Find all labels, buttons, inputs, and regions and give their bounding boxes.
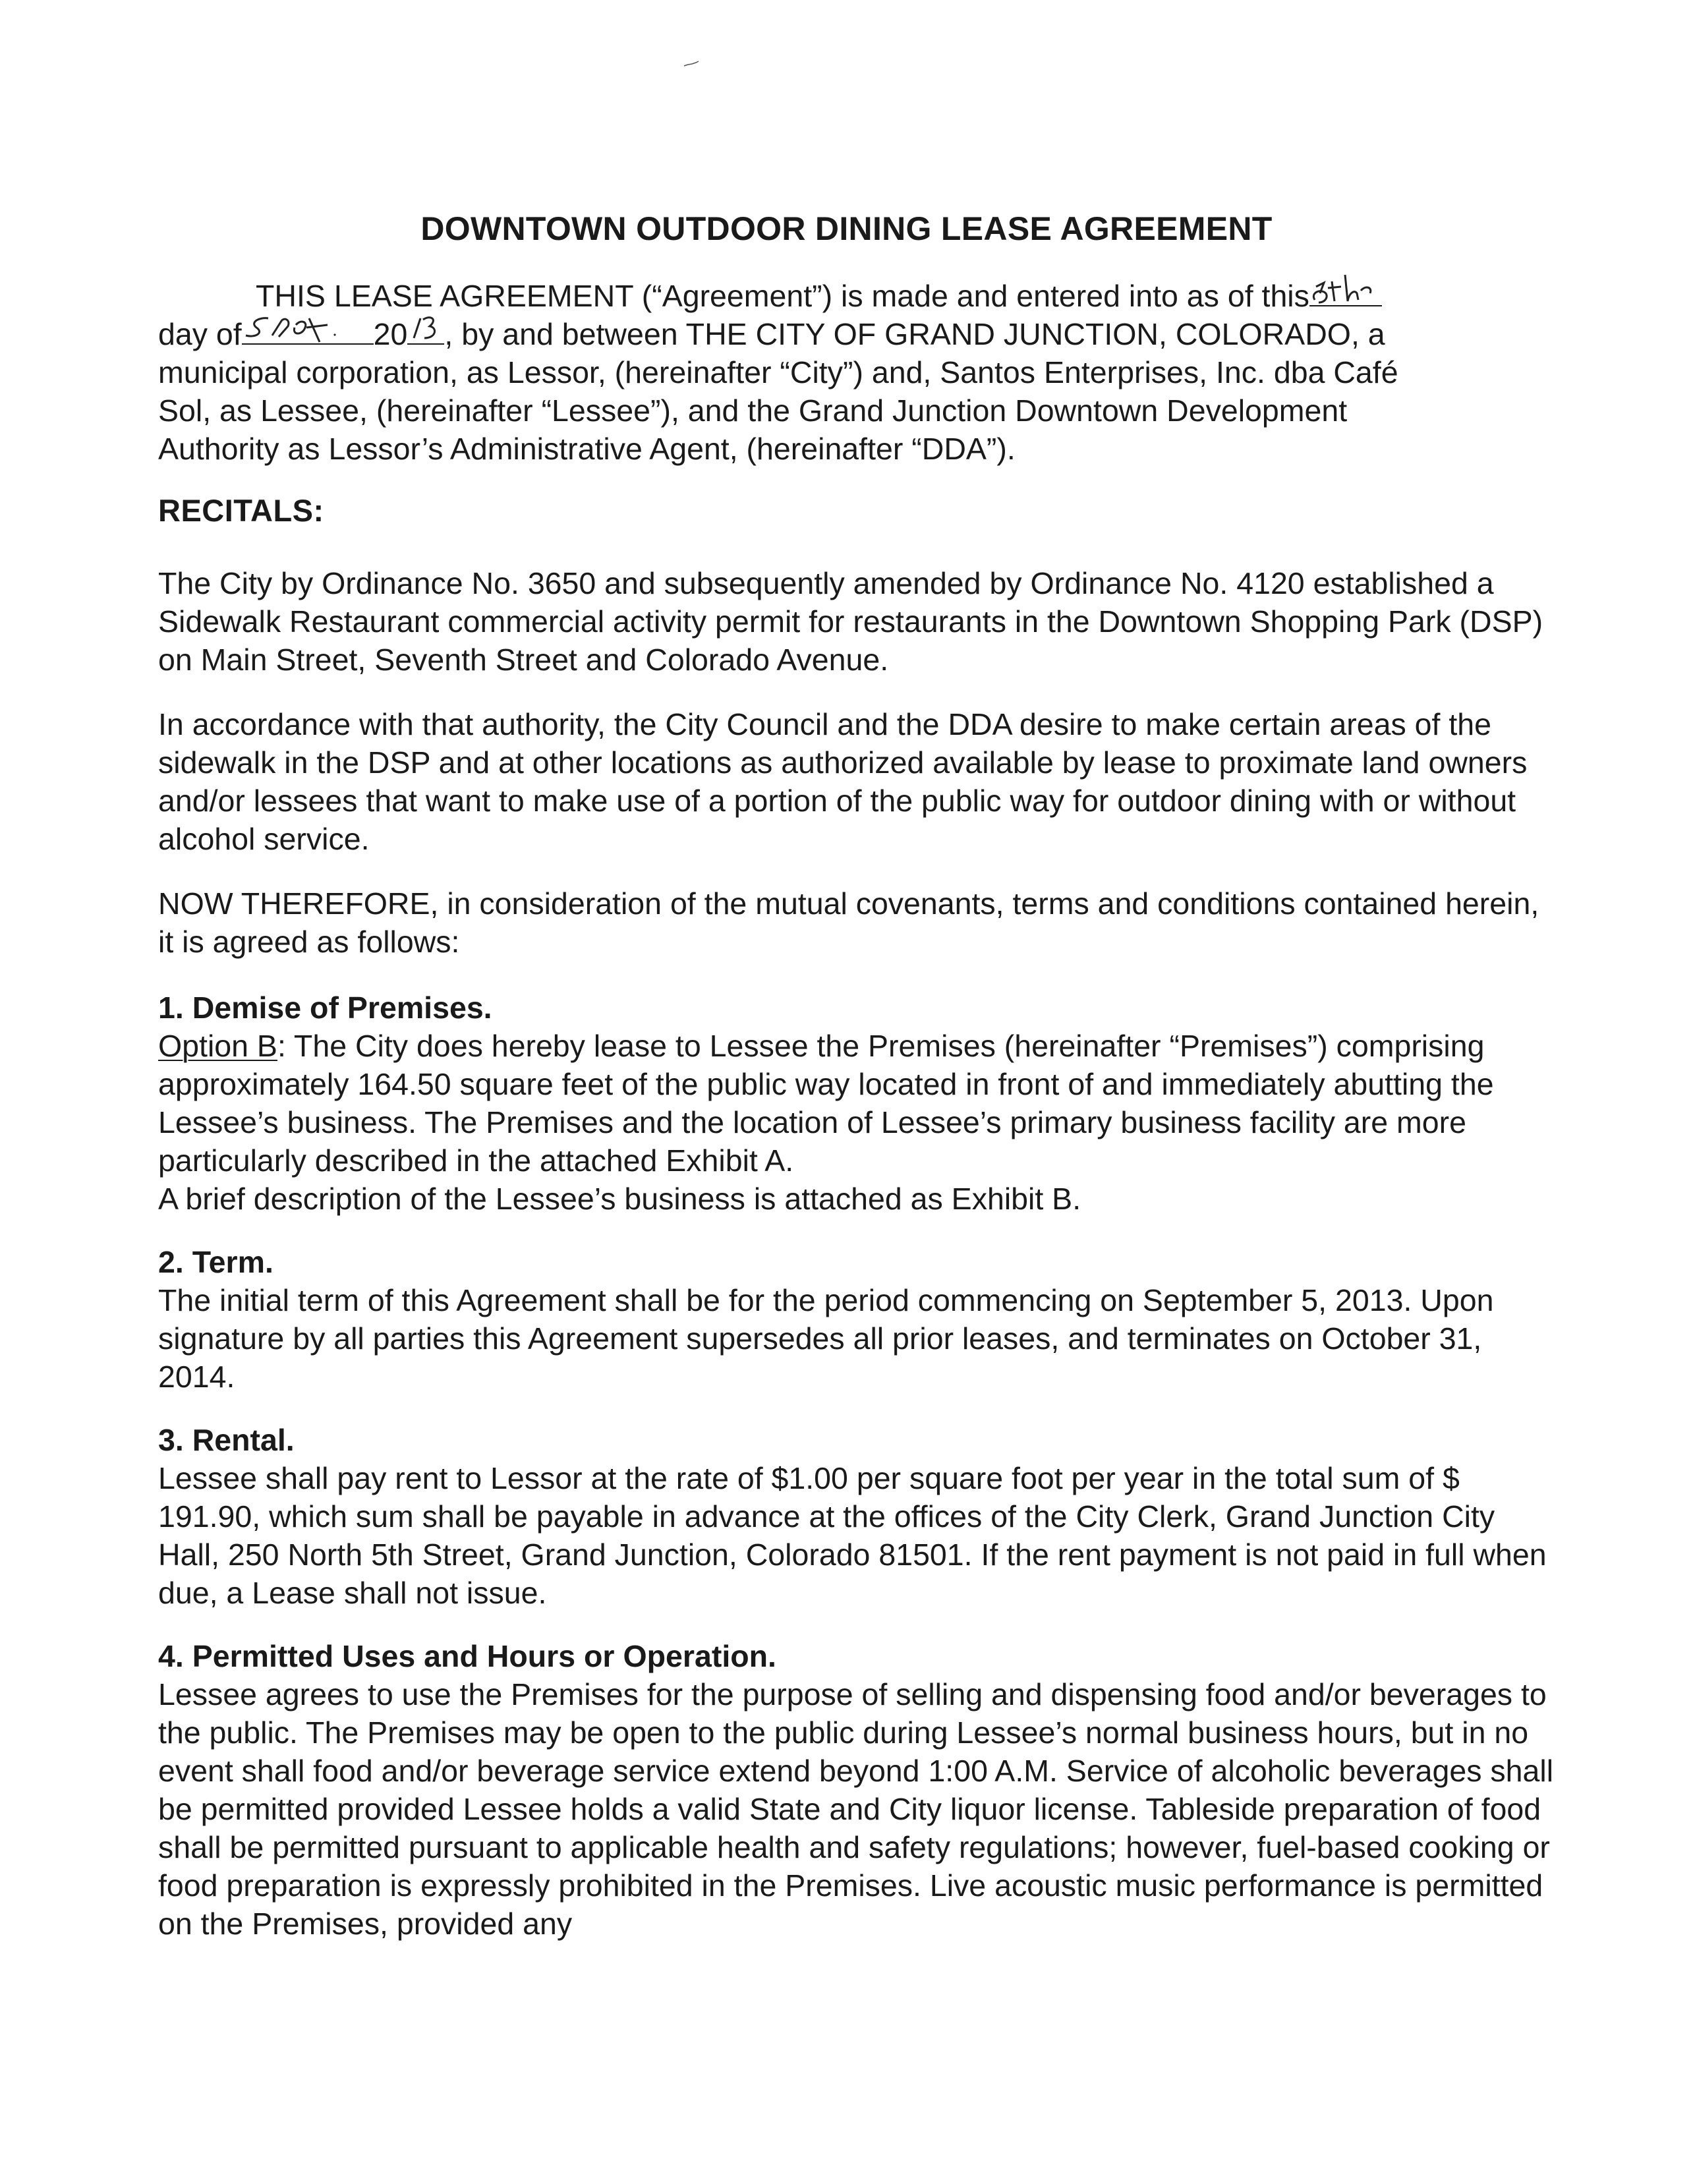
intro-line-1-text: THIS LEASE AGREEMENT (“Agreement”) is made and entered into as of this: [256, 279, 1309, 313]
section-1-demise: [158, 989, 1555, 1218]
intro-line-4: Sol, as Lessee, (hereinafter “Lessee”), and the Grand Junction Downtown Development: [158, 393, 1348, 428]
section-1-body: [158, 1027, 1555, 1180]
section-4-title: 4. Permitted Uses and Hours or Operation.: [158, 1639, 776, 1673]
handwritten-day-ink: [1309, 267, 1389, 309]
handwritten-month-field: [242, 343, 374, 345]
intro-paragraph: [158, 277, 1555, 468]
handwritten-year-ink: [407, 305, 447, 347]
intro-line-2-text: , by and between THE CITY OF GRAND JUNCTION, COLORADO, a: [444, 317, 1385, 351]
document-body: [158, 277, 1555, 1943]
section-3-rental: [158, 1421, 1555, 1612]
section-1-option-label: Option B: [158, 1029, 277, 1063]
section-1-body-text: : The City does hereby lease to Lessee the Premises (hereinafter “Premises”) comprising approximately 164.50 square feet of the public way located in front of and immediately abutting the Lessee’s business. The Premises and the location of Lessee’s primary business facility are more particularly described in the attached Exhibit A.: [158, 1029, 1494, 1178]
intro-line-2: [158, 315, 1555, 353]
scan-speck: [683, 61, 700, 67]
section-2-body: The initial term of this Agreement shall be for the period commencing on September 5, 2013. Upon signature by all parties this Agreement supersedes all prior leases, and terminates on October 31, 2014.: [158, 1283, 1494, 1394]
handwritten-day-field: [1309, 305, 1382, 306]
section-2-title: 2. Term.: [158, 1245, 273, 1279]
intro-line-5: Authority as Lessor’s Administrative Agent, (hereinafter “DDA”).: [158, 432, 1016, 466]
recitals-heading: RECITALS:: [158, 493, 324, 528]
document-title: DOWNTOWN OUTDOOR DINING LEASE AGREEMENT: [420, 210, 1273, 247]
recital-paragraph-1: The City by Ordinance No. 3650 and subsequently amended by Ordinance No. 4120 established a Sidewalk Restaurant commercial activity permit for restaurants in the Downtown Shopping Park (DSP) on Main Street, Seventh Street and Colorado Avenue.: [158, 566, 1543, 677]
handwritten-month-ink: [242, 305, 380, 347]
intro-line-3: municipal corporation, as Lessor, (hereinafter “City”) and, Santos Enterprises, Inc. dba Café: [158, 355, 1398, 389]
recital-paragraph-2: In accordance with that authority, the City Council and the DDA desire to make certain areas of the sidewalk in the DSP and at other locations as authorized available by lease to proximate land owners and/or lessees that want to make use of a portion of the public way for outdoor dining with or without alcohol service.: [158, 707, 1528, 856]
handwritten-year-field: [407, 343, 444, 345]
section-2-term: [158, 1243, 1555, 1396]
section-1-body-2: A brief description of the Lessee’s business is attached as Exhibit B.: [158, 1182, 1081, 1216]
section-4-body: Lessee agrees to use the Premises for the purpose of selling and dispensing food and/or beverages to the public. The Premises may be open to the public during Lessee’s normal business hours, but in no event shall food and/or beverage service extend beyond 1:00 A.M. Service of alcoholic beverages shall be permitted provided Lessee holds a valid State and City liquor license. Tableside preparation of food shall be permitted pursuant to applicable health and safety regulations; however, fuel-based cooking or food preparation is expressly prohibited in the Premises. Live acoustic music performance is permitted on the Premises, provided any: [158, 1677, 1554, 1941]
intro-day-label: day of: [158, 317, 242, 351]
recital-paragraph-3: NOW THEREFORE, in consideration of the mutual covenants, terms and conditions contained herein, it is agreed as follows:: [158, 886, 1539, 959]
section-4-permitted-uses: [158, 1637, 1555, 1943]
section-3-body: Lessee shall pay rent to Lessor at the rate of $1.00 per square foot per year in the total sum of $ 191.90, which sum shall be payable in advance at the offices of the City Clerk, Grand Junction City Hall, 250 North 5th Street, Grand Junction, Colorado 81501. If the rent payment is not paid in full when due, a Lease shall not issue.: [158, 1461, 1547, 1610]
section-3-title: 3. Rental.: [158, 1423, 295, 1457]
intro-year-prefix: 20: [373, 317, 408, 351]
section-1-title: 1. Demise of Premises.: [158, 991, 492, 1025]
